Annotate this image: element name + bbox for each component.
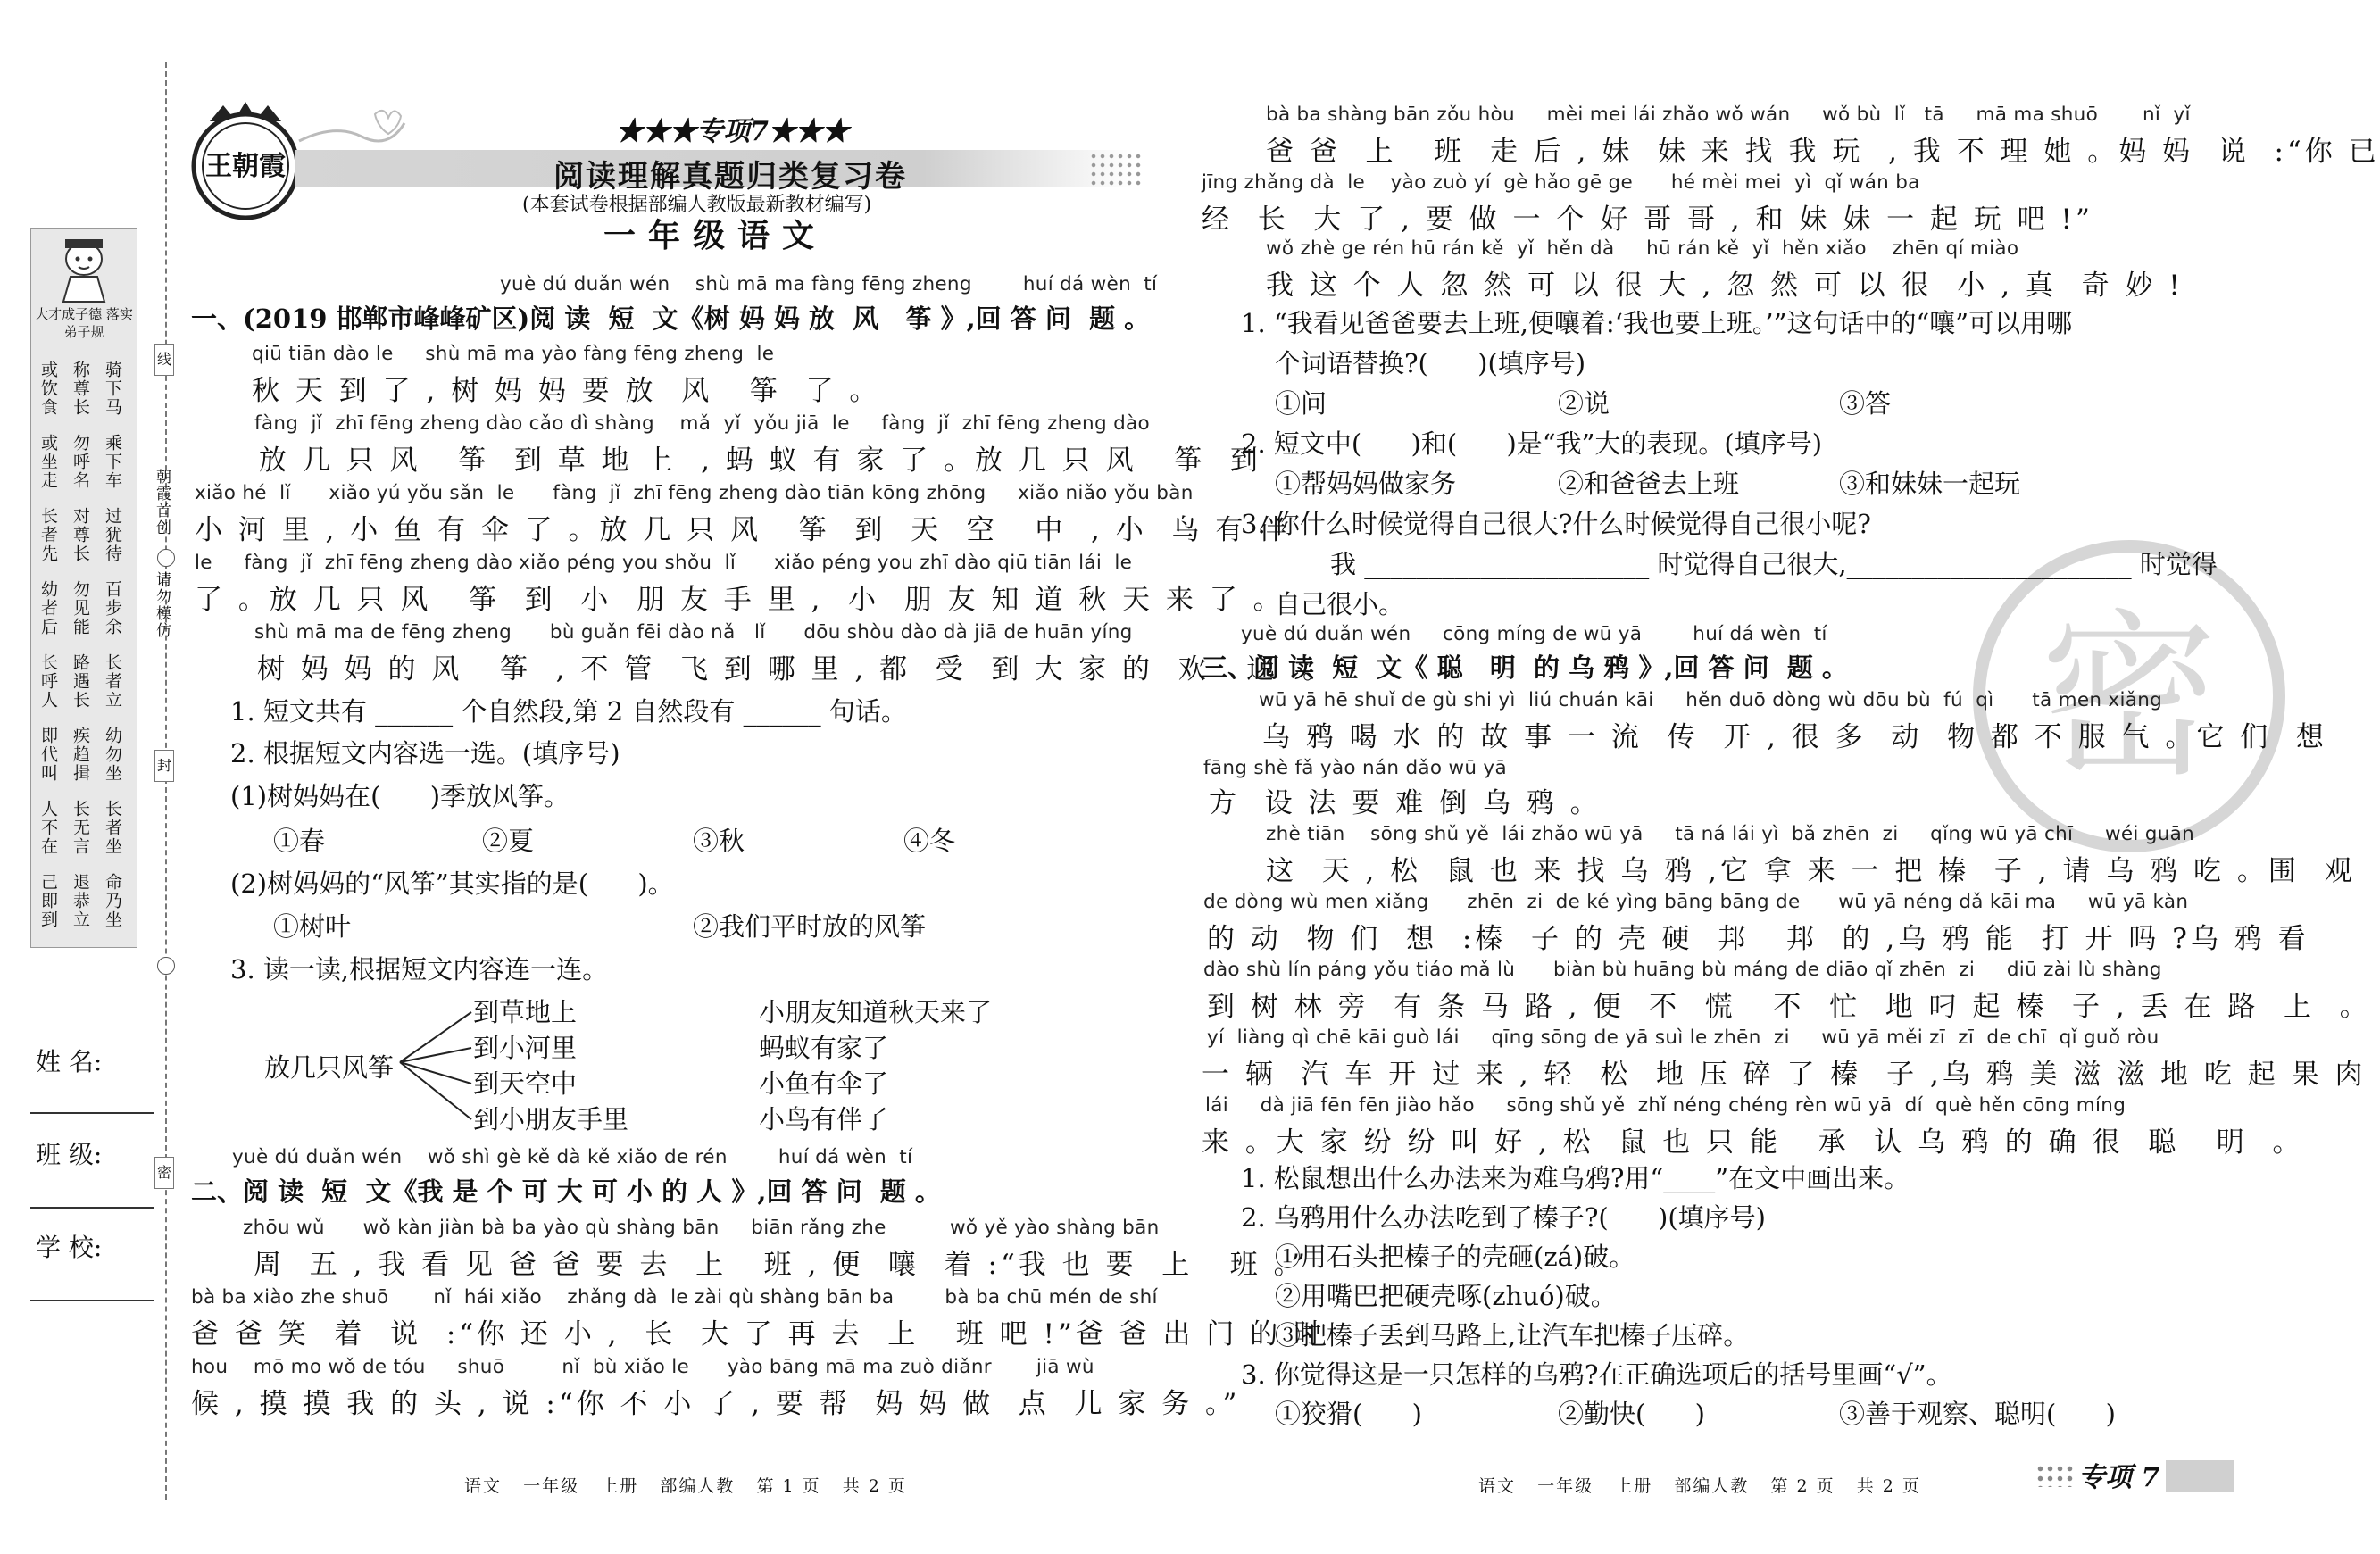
option-play-sister[interactable]: ③和妹妹一起玩 (1839, 469, 2021, 499)
match-mid-1[interactable]: 到草地上 (473, 997, 578, 1027)
sidebar-rule-10: 百步余 (103, 580, 122, 636)
header-dots (1089, 152, 1143, 187)
r3-text: 候 , 摸 摸 我 的 头 , 说 :“你 不 小 了 , 要 帮 妈 妈 做 点 儿 家 务 。” (191, 1388, 1241, 1420)
sidebar-rule-8: 对尊长 (71, 507, 90, 563)
sidebar-rule-1: 骑下马 (103, 361, 122, 417)
question-1-2-2: (2)树妈妈的“风筝”其实指的是( )。 (230, 868, 674, 899)
wangzhaoxia-logo-icon (183, 96, 308, 230)
page-subtitle: (本套试卷根据部编人教版最新教材编写) (522, 194, 872, 216)
svg-text:王朝霞: 王朝霞 (205, 151, 286, 182)
sidebar-rule-19: 长者坐 (103, 800, 122, 856)
stars-title: ★★★专项7★★★ (616, 116, 849, 147)
option-summer[interactable]: ②夏 (482, 826, 535, 856)
t5-text: 到 树 林 旁 有 条 马 路 , 便 不 慌 不 忙 地 叼 起 榛 子 , 丢 在 路 上 。 (1207, 991, 2371, 1023)
t6-text: 一 辆 汽 车 开 过 来 , 轻 松 地 压 碎 了 榛 子 ,乌 鸦 美 滋 滋 地 吃 起 果 肉 (1202, 1059, 2367, 1091)
section3-title: 三、阅 读 短 文《 聪 明 的 乌 鸦 》,回 答 问 题 。 (1202, 652, 1848, 683)
r2-text: 爸 爸 笑 着 说 :“你 还 小 , 长 大 了 再 去 上 班 吧 !”爸 爸 出 门 的 时 (191, 1318, 1326, 1350)
t4-text: 的 动 物 们 想 :榛 子 的 壳 硬 邦 邦 的 ,乌 鸦 能 打 开 吗 ?乌 鸦 看 (1207, 923, 2309, 955)
option-ask[interactable]: ①问 (1275, 388, 1327, 419)
margin-mark-qingwu: 请勿模仿 (153, 571, 171, 639)
p5-pinyin: shù mā ma de fēng zheng bù guǎn fēi dào nǎ lǐ dōu shòu dào dà jiā de huān yíng (254, 621, 1133, 644)
sidebar-rule-11: 勿见能 (71, 580, 90, 636)
margin-mark-zhaoxia: 朝霞首创 (153, 469, 171, 536)
match-right-1[interactable]: 小朋友知道秋天来了 (759, 997, 993, 1027)
p3-pinyin: xiǎo hé lǐ xiǎo yú yǒu sǎn le fàng jǐ zhī fēng zheng dào tiān kōng zhōng xiǎo niǎo yǒu bàn (195, 482, 1194, 504)
t1-text: 乌 鸦 喝 水 的 故 事 一 流 传 开 , 很 多 动 物 都 不 服 气 。它 们 想 (1262, 721, 2327, 753)
match-mid-4[interactable]: 到小朋友手里 (473, 1104, 629, 1134)
option-winter[interactable]: ④冬 (903, 826, 956, 856)
margin-mark-feng: 封 (154, 750, 174, 782)
sidebar-rule-24: 己即到 (38, 873, 58, 929)
badge-band (2166, 1460, 2234, 1492)
section1-title: 一、(2019 邯郸市峰峰矿区)阅 读 短 文《树 妈 妈 放 风 筝 》,回 答 问 题 。 (191, 303, 1151, 334)
badge-label: 专项 7 (2078, 1462, 2160, 1493)
s3-pinyin: yuè dú duǎn wén cōng míng de wū yā huí dá wèn tí (1241, 623, 1827, 645)
sidebar-rule-3: 或饮食 (38, 361, 58, 417)
section2-title: 二、阅 读 短 文《我 是 个 可 大 可 小 的 人 》,回 答 问 题 。 (191, 1176, 941, 1207)
match-left-label: 放几只风筝 (264, 1052, 395, 1083)
sidebar-rule-15: 长呼人 (38, 653, 58, 710)
sidebar-rule-4: 乘下车 (103, 434, 122, 490)
t1-pinyin: wū yā hē shuǐ de gù shi yì liú chuán kāi hěn duō dòng wù dōu bù fú qì tā men xiǎng (1259, 689, 2163, 711)
margin-circle-2 (157, 957, 175, 975)
option-say[interactable]: ②说 (1558, 388, 1610, 419)
option-diligent[interactable]: ②勤快( ) (1558, 1399, 1705, 1429)
r4-text: 爸 爸 上 班 走 后 , 妹 妹 来 找 我 玩 , 我 不 理 她 。妈 妈 说 :“你 已 (1266, 136, 2380, 168)
t6-pinyin: yí liàng qì chē kāi guò lái qīng sōng de yā suì le zhēn zi wū yā měi zī zī de chī qǐ guǒ ròu (1207, 1026, 2159, 1049)
match-right-4[interactable]: 小鸟有伴了 (759, 1104, 889, 1134)
option-spring[interactable]: ①春 (273, 826, 326, 856)
match-mid-3[interactable]: 到天空中 (473, 1068, 578, 1099)
match-mid-2[interactable]: 到小河里 (473, 1033, 578, 1063)
sidebar-rule-21: 人不在 (38, 800, 58, 856)
margin-circle-1 (157, 549, 175, 567)
class-label: 班 级: (36, 1140, 103, 1169)
t2-text: 方 设 法 要 难 倒 乌 鸦 。 (1209, 787, 1602, 819)
question-1-3: 3. 读一读,根据短文内容连一连。 (230, 954, 609, 985)
question-1-1: 1. 短文共有 ______ 个自然段,第 2 自然段有 ______ 句话。 (230, 696, 907, 727)
p2-text: 放 几 只 风 筝 到 草 地 上 , 蚂 蚁 有 家 了 。放 几 只 风 筝 到 (259, 445, 1261, 477)
sidebar-rule-16: 幼勿坐 (103, 727, 122, 783)
s2-pinyin: yuè dú duǎn wén wǒ shì gè kě dà kě xiǎo de rén huí dá wèn tí (232, 1146, 913, 1168)
r5-text: 经 长 大 了 , 要 做 一 个 好 哥 哥 , 和 妹 妹 一 起 玩 吧 !” (1202, 204, 2093, 236)
r1-pinyin: zhōu wǔ wǒ kàn jiàn bà ba yào qù shàng bān biān rǎng zhe wǒ yě yào shàng bān (243, 1217, 1160, 1239)
option-beak[interactable]: ②用嘴巴把硬壳啄(zhuó)破。 (1275, 1281, 1617, 1311)
r4-pinyin: bà ba shàng bān zǒu hòu mèi mei lái zhǎo wǒ wán wǒ bù lǐ tā mā ma shuō nǐ yǐ (1266, 104, 2191, 126)
r6-pinyin: wǒ zhè ge rén hū rán kě yǐ hěn dà hū rán kě yǐ hěn xiǎo zhēn qí miào (1266, 237, 2019, 260)
option-housework[interactable]: ①帮妈妈做家务 (1275, 469, 1457, 499)
sidebar-rule-17: 疾趋揖 (71, 727, 90, 783)
t4-pinyin: de dòng wù men xiǎng zhēn zi de ké yìng bāng bāng de wū yā néng dǎ kāi ma wū yā kàn (1203, 891, 2189, 913)
t7-pinyin: lái dà jiā fēn fēn jiào hǎo sōng shǔ yě zhǐ néng chéng rèn wū yā dí què hěn cōng míng (1205, 1094, 2126, 1117)
sidebar-rule-7: 过犹待 (103, 507, 122, 563)
p5-text: 树 妈 妈 的 风 筝 , 不 管 飞 到 哪 里 , 都 受 到 大 家 的 欢 迎 。 (257, 653, 1335, 686)
option-kites[interactable]: ②我们平时放的风筝 (693, 911, 927, 942)
option-stone[interactable]: ①用石头把榛子的壳砸(zá)破。 (1275, 1242, 1635, 1272)
option-leaves[interactable]: ①树叶 (273, 911, 352, 942)
page-title: 阅读理解真题归类复习卷 (553, 159, 907, 195)
p2-pinyin: fàng jǐ zhī fēng zheng dào cǎo dì shàng mǎ yǐ yǒu jiā le fàng jǐ zhī fēng zheng dào (254, 412, 1150, 435)
match-right-3[interactable]: 小鱼有伞了 (759, 1068, 889, 1099)
r5-pinyin: jīng zhǎng dà le yào zuò yí gè hǎo gē ge hé mèi mei yì qǐ wán ba (1202, 171, 1920, 194)
t2-pinyin: fāng shè fǎ yào nán dǎo wū yā (1203, 757, 1507, 779)
t3-text: 这 天 , 松 鼠 也 来 找 乌 鸦 ,它 拿 来 一 把 榛 子 , 请 乌 鸦 吃 。围 观 (1266, 855, 2356, 887)
question-2-1b: 个词语替换?( )(填序号) (1275, 348, 1586, 378)
sidebar-rule-13: 长者立 (103, 653, 122, 710)
p4-text: 了 。放 几 只 风 筝 到 小 朋 友 手 里 , 小 朋 友 知 道 秋 天 来 了 。 (195, 584, 1285, 616)
name-label: 姓 名: (36, 1047, 103, 1076)
sidebar-rule-23: 退恭立 (71, 873, 90, 929)
sidebar-top-text: 大才成子德 落实弟子规 (35, 306, 133, 340)
footer-left: 语文 一年级 上册 部编人教 第 1 页 共 2 页 (464, 1476, 907, 1496)
footer-right: 语文 一年级 上册 部编人教 第 2 页 共 2 页 (1478, 1476, 1921, 1496)
question-2-3: 3. 你什么时候觉得自己很大?什么时候觉得自己很小呢? (1241, 509, 1871, 539)
option-observant[interactable]: ③善于观察、聪明( ) (1839, 1399, 2116, 1429)
sidebar-rule-18: 即代叫 (38, 727, 58, 783)
svg-text:密: 密 (2039, 594, 2219, 802)
t5-pinyin: dào shù lín páng yǒu tiáo mǎ lù biàn bù huāng bù máng de diāo qǐ zhēn zi diū zài lù shàng (1203, 959, 2162, 981)
question-2-2: 2. 短文中( )和( )是“我”大的表现。(填序号) (1241, 428, 1823, 459)
question-2-1a: 1. “我看见爸爸要去上班,便嚷着:‘我也要上班。’”这句话中的“嚷”可以用哪 (1241, 308, 2073, 338)
grade-title: 一年级语文 (603, 217, 828, 254)
sidebar-rule-14: 路遇长 (71, 653, 90, 710)
school-label: 学 校: (36, 1233, 103, 1262)
match-right-2[interactable]: 蚂蚁有家了 (759, 1033, 889, 1063)
r3-pinyin: hou mō mo wǒ de tóu shuō nǐ bù xiǎo le yào bāng mā ma zuò diǎnr jiā wù (191, 1356, 1094, 1378)
name-field[interactable] (30, 1112, 154, 1114)
badge-dots (2035, 1464, 2075, 1487)
question-3-3: 3. 你觉得这是一只怎样的乌鸦?在正确选项后的括号里画“√”。 (1241, 1359, 1952, 1390)
p1-pinyin: qiū tiān dào le shù mā ma yào fàng fēng zheng le (252, 343, 775, 365)
sidebar-rule-22: 命乃坐 (103, 873, 122, 929)
answer-line-2-3a[interactable]: 我 ______________________ 时觉得自己很大,______________________ 时觉得 (1330, 549, 2218, 579)
sidebar-rule-12: 幼者后 (38, 580, 58, 636)
p4-pinyin: le fàng jǐ zhī fēng zheng dào xiǎo péng you shǒu lǐ xiǎo péng you zhī dào qiū tiān lái le (195, 552, 1133, 574)
t7-text: 来 。大 家 纷 纷 叫 好 , 松 鼠 也 只 能 承 认 乌 鸦 的 确 很 聪 明 。 (1202, 1126, 2304, 1159)
p3-text: 小 河 里 , 小 鱼 有 伞 了 。放 几 只 风 筝 到 天 空 中 , 小 鸟 有 伴 (195, 514, 1291, 546)
question-3-1: 1. 松鼠想出什么办法来为难乌鸦?用“____”在文中画出来。 (1241, 1163, 1910, 1193)
scholar-illustration-icon (53, 234, 115, 303)
school-field[interactable] (30, 1300, 154, 1301)
p1-text: 秋 天 到 了 , 树 妈 妈 要 放 风 筝 了 。 (252, 375, 881, 407)
option-answer[interactable]: ③答 (1839, 388, 1892, 419)
option-autumn[interactable]: ③秋 (693, 826, 745, 856)
t3-pinyin: zhè tiān sōng shǔ yě lái zhǎo wū yā tā ná lái yì bǎ zhēn zi qǐng wū yā chī wéi guān (1266, 823, 2195, 845)
sidebar-rule-6: 或坐走 (38, 434, 58, 490)
option-cunning[interactable]: ①狡猾( ) (1275, 1399, 1422, 1429)
sidebar-rule-9: 长者先 (38, 507, 58, 563)
s1-pinyin: yuè dú duǎn wén shù mā ma fàng fēng zheng huí dá wèn tí (500, 273, 1158, 295)
sidebar-rule-20: 长无言 (71, 800, 90, 856)
question-1-2: 2. 根据短文内容选一选。(填序号) (230, 738, 620, 769)
r2-pinyin: bà ba xiào zhe shuō nǐ hái xiǎo zhǎng dà le zài qù shàng bān ba bà ba chū mén de shí (191, 1286, 1158, 1309)
class-field[interactable] (30, 1207, 154, 1209)
option-go-work[interactable]: ②和爸爸去上班 (1558, 469, 1740, 499)
match-connector-lines (393, 1000, 482, 1134)
sidebar-rule-5: 勿呼名 (71, 434, 90, 490)
sidebar-rule-2: 称尊长 (71, 361, 90, 417)
margin-mark-mi: 密 (154, 1157, 174, 1189)
margin-mark-xian: 线 (154, 344, 174, 376)
question-1-2-1: (1)树妈妈在( )季放风筝。 (230, 781, 570, 811)
r1-text: 周 五 , 我 看 见 爸 爸 要 去 上 班 , 便 嚷 着 :“我 也 要 上 班 。” (254, 1249, 1309, 1281)
option-car[interactable]: ③把榛子丢到马路上,让汽车把榛子压碎。 (1275, 1320, 1750, 1350)
rules-sidebar (30, 228, 137, 948)
answer-line-2-3b: 自己很小。 (1275, 589, 1405, 619)
question-3-2: 2. 乌鸦用什么办法吃到了榛子?( )(填序号) (1241, 1202, 1767, 1233)
r6-text: 我 这 个 人 忽 然 可 以 很 大 , 忽 然 可 以 很 小 , 真 奇 妙 ! (1266, 270, 2184, 302)
